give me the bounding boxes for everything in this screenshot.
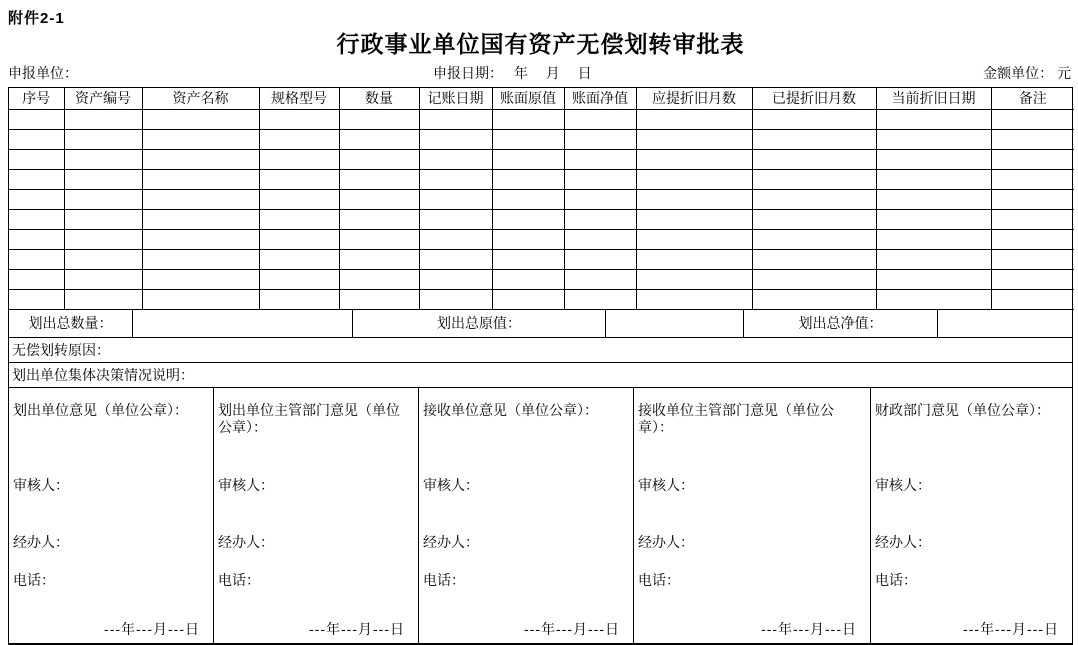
- asset-column-header: 资产名称: [142, 88, 259, 109]
- asset-table-cell: [752, 229, 876, 249]
- asset-table-cell: [876, 229, 991, 249]
- asset-table-cell: [876, 189, 991, 209]
- asset-table-cell: [259, 109, 339, 129]
- asset-table-cell: [636, 149, 752, 169]
- asset-table-cell: [564, 109, 636, 129]
- phone-label: 电话：: [875, 571, 917, 588]
- asset-table-cell: [991, 109, 1074, 129]
- asset-table-cell: [492, 189, 564, 209]
- asset-column-header: 记账日期: [419, 88, 492, 109]
- asset-table-row: [9, 149, 1074, 169]
- asset-table-cell: [564, 149, 636, 169]
- date-line: ---年---月---日: [309, 620, 405, 637]
- asset-column-header: 数量: [339, 88, 419, 109]
- asset-table-cell: [636, 229, 752, 249]
- asset-table-cell: [9, 149, 64, 169]
- handler-label: 经办人：: [875, 533, 931, 550]
- asset-table-cell: [492, 289, 564, 309]
- declare-date-label: 申报日期： 年 月 日: [433, 65, 592, 81]
- asset-table-cell: [752, 149, 876, 169]
- opinion-label: 接收单位意见（单位公章）：: [423, 401, 598, 418]
- asset-table-row: [9, 189, 1074, 209]
- asset-table-cell: [9, 109, 64, 129]
- reviewer-label: 审核人：: [875, 476, 931, 493]
- approval-form: [8, 87, 1073, 645]
- asset-table-cell: [419, 249, 492, 269]
- asset-table-cell: [142, 229, 259, 249]
- asset-table-cell: [339, 249, 419, 269]
- asset-table-cell: [339, 209, 419, 229]
- asset-table-cell: [564, 129, 636, 149]
- asset-table-cell: [339, 109, 419, 129]
- total-net-value: [938, 310, 1072, 337]
- declare-unit-label: 申报单位：: [8, 65, 78, 81]
- total-quantity-value: [133, 310, 353, 337]
- asset-table-cell: [492, 209, 564, 229]
- asset-table-cell: [64, 109, 142, 129]
- asset-table-cell: [419, 129, 492, 149]
- total-original-value: [606, 310, 744, 337]
- total-original-value-label: 划出总原值：: [353, 310, 606, 337]
- asset-table-cell: [636, 109, 752, 129]
- asset-table-cell: [636, 269, 752, 289]
- asset-table-cell: [564, 209, 636, 229]
- asset-table-cell: [876, 249, 991, 269]
- asset-table-cell: [752, 169, 876, 189]
- asset-table-row: [9, 109, 1074, 129]
- total-quantity-label: 划出总数量：: [9, 310, 133, 337]
- asset-table-cell: [492, 129, 564, 149]
- asset-table-cell: [64, 229, 142, 249]
- date-line: ---年---月---日: [761, 620, 857, 637]
- asset-table-cell: [259, 269, 339, 289]
- asset-table-cell: [636, 189, 752, 209]
- asset-table-cell: [876, 169, 991, 189]
- asset-table-row: [9, 209, 1074, 229]
- asset-table-cell: [419, 109, 492, 129]
- meta-row: [8, 59, 1073, 87]
- asset-table-cell: [492, 149, 564, 169]
- asset-table-cell: [142, 149, 259, 169]
- asset-table-cell: [492, 229, 564, 249]
- asset-table-cell: [752, 109, 876, 129]
- asset-column-header: 备注: [991, 88, 1074, 109]
- phone-label: 电话：: [13, 571, 55, 588]
- asset-column-header: 序号: [9, 88, 64, 109]
- asset-table: [9, 88, 1074, 310]
- amount-unit-label: 金额单位： 元: [983, 65, 1071, 81]
- handler-label: 经办人：: [218, 533, 274, 550]
- asset-table-cell: [64, 289, 142, 309]
- asset-table-cell: [991, 129, 1074, 149]
- asset-table-cell: [9, 249, 64, 269]
- asset-table-cell: [991, 289, 1074, 309]
- asset-table-cell: [142, 289, 259, 309]
- asset-table-cell: [64, 269, 142, 289]
- asset-table-cell: [876, 269, 991, 289]
- asset-table-cell: [339, 269, 419, 289]
- decision-explanation-row: [9, 363, 1072, 388]
- asset-column-header: 资产编号: [64, 88, 142, 109]
- asset-table-cell: [876, 129, 991, 149]
- asset-table-cell: [991, 149, 1074, 169]
- asset-table-row: [9, 169, 1074, 189]
- asset-table-cell: [991, 249, 1074, 269]
- phone-label: 电话：: [218, 571, 260, 588]
- signature-column-receiving-unit-opinion: [419, 388, 634, 643]
- asset-table-cell: [9, 289, 64, 309]
- asset-table-cell: [752, 209, 876, 229]
- asset-table-cell: [636, 289, 752, 309]
- asset-table-cell: [259, 169, 339, 189]
- asset-table-cell: [64, 149, 142, 169]
- asset-table-cell: [64, 189, 142, 209]
- reviewer-label: 审核人：: [218, 476, 274, 493]
- asset-table-cell: [752, 289, 876, 309]
- asset-table-cell: [142, 209, 259, 229]
- asset-table-cell: [142, 129, 259, 149]
- date-line: ---年---月---日: [104, 620, 200, 637]
- asset-table-cell: [259, 229, 339, 249]
- reviewer-label: 审核人：: [13, 476, 69, 493]
- asset-table-cell: [564, 249, 636, 269]
- asset-table-cell: [142, 189, 259, 209]
- asset-table-cell: [752, 129, 876, 149]
- signature-column-finance-dept-opinion: [871, 388, 1072, 643]
- asset-table-cell: [492, 269, 564, 289]
- asset-table-cell: [636, 169, 752, 189]
- asset-table-cell: [752, 189, 876, 209]
- asset-table-cell: [419, 149, 492, 169]
- asset-table-cell: [142, 169, 259, 189]
- asset-table-cell: [419, 289, 492, 309]
- asset-column-header: 账面原值: [492, 88, 564, 109]
- asset-table-cell: [492, 249, 564, 269]
- asset-table-row: [9, 249, 1074, 269]
- date-line: ---年---月---日: [963, 620, 1059, 637]
- asset-table-cell: [142, 109, 259, 129]
- asset-table-cell: [339, 169, 419, 189]
- asset-table-cell: [752, 269, 876, 289]
- asset-table-cell: [9, 269, 64, 289]
- asset-table-cell: [991, 269, 1074, 289]
- asset-table-cell: [419, 269, 492, 289]
- asset-table-cell: [876, 149, 991, 169]
- asset-table-cell: [564, 169, 636, 189]
- asset-table-cell: [259, 189, 339, 209]
- asset-table-cell: [339, 149, 419, 169]
- asset-table-row: [9, 229, 1074, 249]
- asset-table-cell: [991, 209, 1074, 229]
- asset-column-header: 当前折旧日期: [876, 88, 991, 109]
- asset-table-cell: [64, 169, 142, 189]
- asset-table-cell: [259, 149, 339, 169]
- asset-table-cell: [564, 189, 636, 209]
- asset-table-cell: [991, 229, 1074, 249]
- reviewer-label: 审核人：: [638, 476, 694, 493]
- phone-label: 电话：: [423, 571, 465, 588]
- asset-table-cell: [876, 109, 991, 129]
- signature-area: [9, 388, 1072, 643]
- asset-table-row: [9, 269, 1074, 289]
- opinion-label: 划出单位意见（单位公章）：: [13, 401, 188, 418]
- handler-label: 经办人：: [13, 533, 69, 550]
- asset-table-cell: [259, 289, 339, 309]
- asset-table-cell: [419, 209, 492, 229]
- phone-label: 电话：: [638, 571, 680, 588]
- asset-column-header: 规格型号: [259, 88, 339, 109]
- asset-table-cell: [991, 189, 1074, 209]
- asset-table-cell: [259, 129, 339, 149]
- asset-table-cell: [64, 209, 142, 229]
- asset-table-cell: [339, 289, 419, 309]
- opinion-label: 接收单位主管部门意见（单位公章）：: [638, 401, 834, 435]
- total-net-value-label: 划出总净值：: [744, 310, 938, 337]
- attachment-label: 附件2-1: [8, 10, 65, 27]
- asset-table-cell: [991, 169, 1074, 189]
- handler-label: 经办人：: [423, 533, 479, 550]
- opinion-label: 财政部门意见（单位公章）：: [875, 401, 1050, 418]
- asset-table-cell: [259, 249, 339, 269]
- asset-table-cell: [876, 209, 991, 229]
- asset-table-cell: [419, 189, 492, 209]
- asset-table-cell: [142, 269, 259, 289]
- handler-label: 经办人：: [638, 533, 694, 550]
- asset-table-cell: [876, 289, 991, 309]
- signature-column-receiving-unit-supervisor-opinion: [634, 388, 871, 643]
- transfer-reason-row: [9, 338, 1072, 363]
- asset-table-cell: [636, 129, 752, 149]
- asset-table-cell: [9, 229, 64, 249]
- decision-explanation-label: 划出单位集体决策情况说明：: [12, 366, 194, 383]
- asset-table-cell: [9, 169, 64, 189]
- asset-table-cell: [339, 189, 419, 209]
- signature-column-transfer-unit-opinion: [9, 388, 214, 643]
- asset-table-cell: [142, 249, 259, 269]
- asset-column-header: 账面净值: [564, 88, 636, 109]
- transfer-reason-label: 无偿划转原因：: [12, 341, 110, 358]
- reviewer-label: 审核人：: [423, 476, 479, 493]
- asset-table-cell: [339, 229, 419, 249]
- asset-table-row: [9, 129, 1074, 149]
- asset-table-cell: [492, 109, 564, 129]
- asset-table-cell: [339, 129, 419, 149]
- form-title: 行政事业单位国有资产无偿划转审批表: [336, 31, 745, 57]
- asset-table-cell: [636, 249, 752, 269]
- asset-table-cell: [64, 249, 142, 269]
- asset-table-cell: [419, 169, 492, 189]
- asset-table-cell: [64, 129, 142, 149]
- opinion-label: 划出单位主管部门意见（单位公章）：: [218, 401, 400, 435]
- asset-table-cell: [9, 189, 64, 209]
- asset-table-cell: [564, 229, 636, 249]
- asset-table-header-row: [9, 88, 1074, 109]
- asset-table-cell: [9, 129, 64, 149]
- asset-table-cell: [564, 269, 636, 289]
- asset-column-header: 已提折旧月数: [752, 88, 876, 109]
- asset-table-cell: [9, 209, 64, 229]
- date-line: ---年---月---日: [524, 620, 620, 637]
- asset-table-cell: [259, 209, 339, 229]
- asset-table-cell: [636, 209, 752, 229]
- asset-table-cell: [492, 169, 564, 189]
- asset-table-cell: [752, 249, 876, 269]
- asset-column-header: 应提折旧月数: [636, 88, 752, 109]
- signature-column-transfer-unit-supervisor-opinion: [214, 388, 419, 643]
- asset-table-cell: [564, 289, 636, 309]
- asset-table-cell: [419, 229, 492, 249]
- asset-table-row: [9, 289, 1074, 309]
- asset-table-body: [9, 109, 1074, 309]
- totals-row: [9, 310, 1072, 338]
